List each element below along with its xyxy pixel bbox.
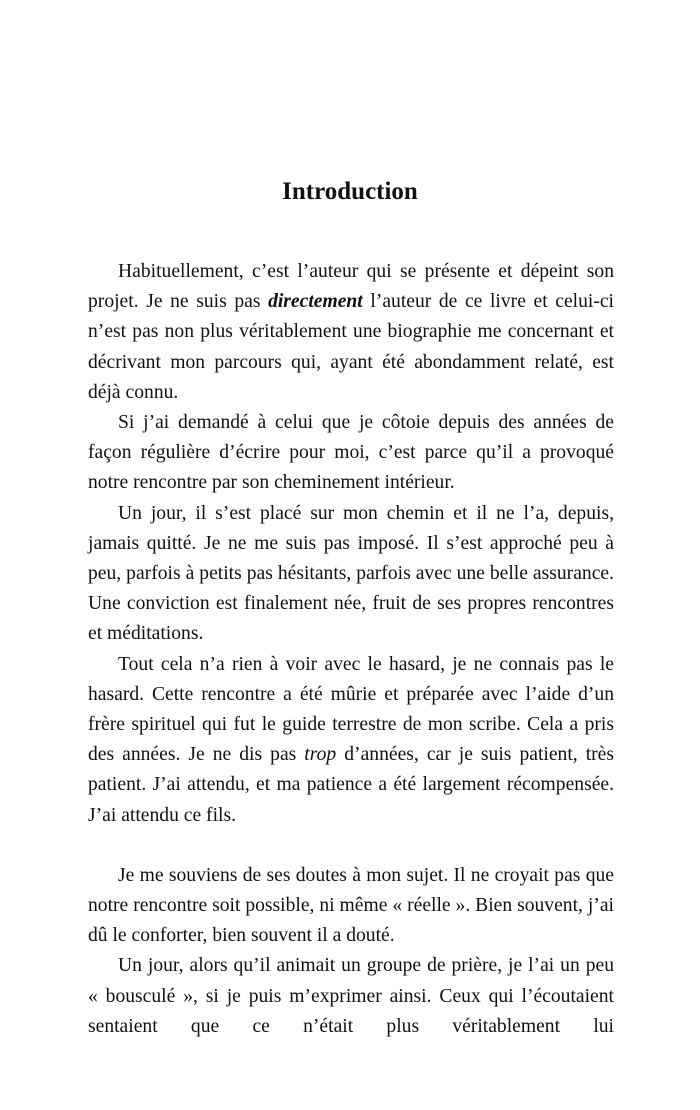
emphasis-trop: trop — [304, 744, 337, 766]
paragraph-5: Je me souviens de ses doutes à mon sujet. Il ne croyait pas que notre rencontre soit possible, ni même « réelle ». Bien souvent, j’ai dû le conforter, bien souvent il a douté. — [88, 864, 614, 947]
body-text — [88, 257, 614, 1042]
paragraph-4-after: d’années, car je suis patient, très patient. J’ai attendu, et ma patience a été largement récompensée. J’ai attendu ce fils. — [88, 744, 614, 826]
paragraph-3: Un jour, il s’est placé sur mon chemin et il ne l’a, depuis, jamais quitté. Je ne me suis pas imposé. Il s’est approché peu à peu, parfois à petits pas hésitants, parfois avec une belle assurance. Une conviction est finalement née, fruit de ses propres rencontres et méditations. — [88, 502, 614, 645]
paragraph-2: Si j’ai demandé à celui que je côtoie depuis des années de façon régulière d’écrire pour moi, c’est parce qu’il a provoqué notre rencontre par son cheminement intérieur. — [88, 412, 614, 494]
chapter-title: Introduction — [282, 178, 418, 205]
paragraph-4 — [88, 650, 614, 831]
paragraph-1-after: l’auteur de ce livre et celui-ci n’est pas non plus véritablement une biographie me concernant et décrivant mon parcours qui, ayant été abondamment relaté, est déjà connu. — [88, 291, 614, 403]
paragraph-4-before: Tout cela n’a rien à voir avec le hasard, je ne connais pas le hasard. Cette rencontre a été mûrie et préparée avec l’aide d’un frère spirituel qui fut le guide terrestre de mon scribe. Cela a pris des années. Je ne dis pas — [88, 653, 614, 766]
paragraph-1-before: Habituellement, c’est l’auteur qui se présente et dépeint son projet. Je ne suis pas — [88, 261, 614, 313]
paragraph-1 — [88, 257, 614, 408]
emphasis-directement: directement — [268, 291, 363, 313]
paragraph-6: Un jour, alors qu’il animait un groupe de prière, je l’ai un peu « bousculé », si je puis m’exprimer ainsi. Ceux qui l’écoutaient sentaient que ce n’était plus véritablement lui — [88, 955, 614, 1037]
